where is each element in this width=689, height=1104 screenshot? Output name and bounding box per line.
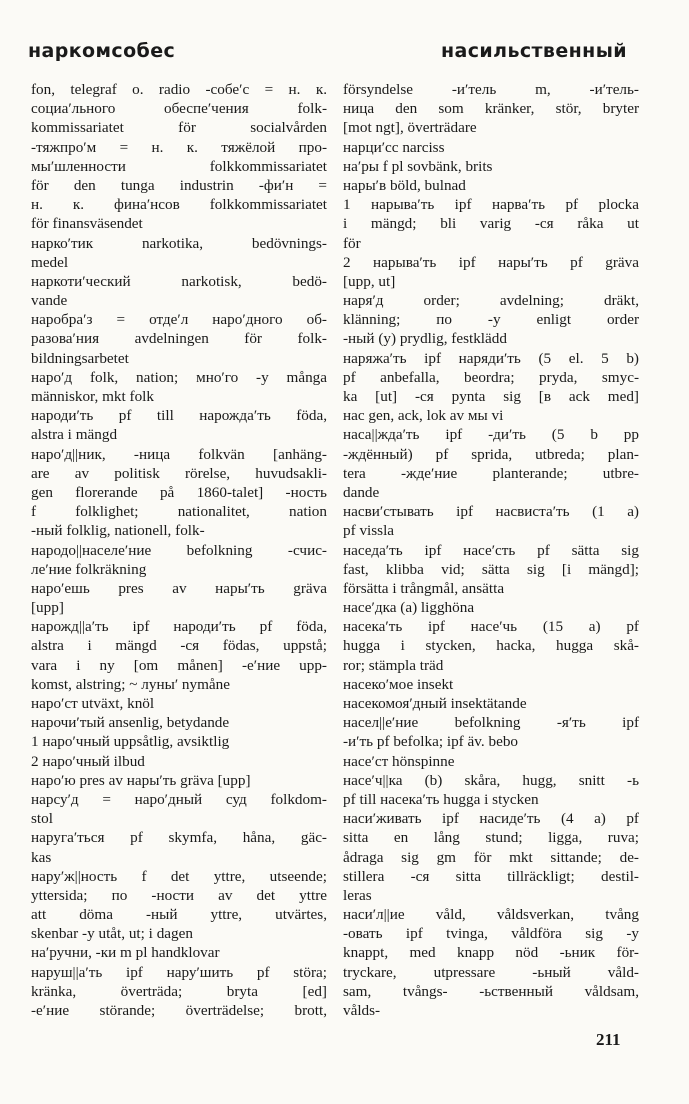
running-head-left: наркомсобес <box>28 40 176 62</box>
dictionary-line: komst, alstring; ~ луны′ nymåne <box>31 675 231 693</box>
dictionary-line: насе′дка (a) ligghöna <box>343 599 475 617</box>
dictionary-line: разова′ния avdelningen för folk- <box>31 330 327 348</box>
dictionary-line: наркоти′ческий narkotisk, bedö- <box>31 272 327 290</box>
dictionary-line: människor, mkt folk <box>31 388 154 405</box>
running-head-right: насильственный <box>441 40 627 62</box>
dictionary-line: vålds- <box>343 1002 381 1019</box>
dictionary-line: наро′ешь pres av нары′ть gräva <box>31 579 327 597</box>
dictionary-line: för <box>343 234 361 252</box>
dictionary-line: ror; stämpla träd <box>343 656 444 674</box>
dictionary-line: наруга′ться pf skymfa, håna, gäc- <box>31 829 327 847</box>
dictionary-line: насеко′мое insekt <box>343 675 454 693</box>
dictionary-line: [mot ngt], överträdare <box>343 119 477 137</box>
dictionary-line: pf till насека′ть hugga i stycken <box>343 790 539 808</box>
dictionary-line: нарко′тик narkotika, bedövnings- <box>31 234 327 252</box>
dictionary-line: наседа′ть ipf насе′сть pf sätta sig <box>343 541 639 559</box>
dictionary-line: alstra i mängd -ся födas, uppstå; <box>31 637 327 655</box>
dictionary-line: нас gen, ack, lok av мы vi <box>343 407 504 425</box>
dictionary-line: bildningsarbetet <box>31 349 129 367</box>
dictionary-line: medel <box>31 253 69 271</box>
dictionary-line: насе′ст hönspinne <box>343 752 455 770</box>
right-column <box>343 80 639 1020</box>
dictionary-line: i mängd; bli varig -ся råka ut <box>343 215 639 233</box>
dictionary-line: нару′ж||ность f det yttre, utseende; <box>31 867 327 885</box>
dictionary-line: -е′ние störande; överträdelse; brott, <box>31 1002 327 1019</box>
dictionary-line: наря′д order; avdelning; dräkt, <box>343 292 639 310</box>
dictionary-line: народо||населе′ние befolkning -счис- <box>31 541 327 559</box>
dictionary-line: ница den som kränker, stör, bryter <box>343 100 639 118</box>
dictionary-line: насекомоя′дный insektätande <box>343 695 527 712</box>
dictionary-line: försätta i trångmål, ansätta <box>343 579 505 597</box>
dictionary-line: skenbar -у utåt, ut; i dagen <box>31 925 193 943</box>
dictionary-line: -ный folklig, nationell, folk- <box>31 522 205 540</box>
dictionary-line: ka [ut] -ся pynta sig [в ack med] <box>343 388 639 405</box>
dictionary-line: försyndelse -и′тель m, -и′тель- <box>343 81 639 98</box>
dictionary-line: kas <box>31 848 52 866</box>
dictionary-line: 1 нарыва′ть ipf нарва′ть pf plocka <box>343 196 639 214</box>
dictionary-line: нарожд||а′ть ipf народи′ть pf föda, <box>31 618 327 636</box>
dictionary-line: нарочи′тый ansenlig, betydande <box>31 714 230 732</box>
dictionary-line: -ждённый) pf sprida, utbreda; plan- <box>343 445 639 463</box>
dictionary-line: насел||е′ние befolkning -я′ть ipf <box>343 714 639 732</box>
dictionary-line: fon, telegraf o. radio -собе′с = н. к. <box>31 81 327 98</box>
dictionary-line: kränka, överträda; bryta [ed] <box>31 982 327 1000</box>
dictionary-line: народи′ть pf till нарожда′ть föda, <box>31 407 327 425</box>
dictionary-line: наро′д folk, nation; мно′го -у många <box>31 368 327 386</box>
dictionary-line: sitta en lång stund; ligga, ruva; <box>343 829 639 847</box>
dictionary-line: [upp, ut] <box>343 272 396 290</box>
dictionary-line: наро′ю pres av нары′ть gräva [upp] <box>31 771 251 789</box>
dictionary-line: наруш||а′ть ipf нару′шить pf störa; <box>31 963 327 981</box>
dictionary-line: -и′ть pf befolka; ipf äv. bebo <box>343 733 519 751</box>
dictionary-line: -овать ipf tvinga, våldföra sig -у <box>343 925 639 943</box>
left-column <box>31 80 327 1020</box>
dictionary-line: pf vissla <box>343 522 395 540</box>
dictionary-line: are av politisk rörelse, huvudsakli- <box>31 464 327 482</box>
dictionary-line: ådraga sig gm för mkt sittande; de- <box>343 848 639 866</box>
dictionary-line: наро′ст utväxt, knöl <box>31 695 155 712</box>
dictionary-line: gen florerande på 1860-talet] -ность <box>31 483 327 501</box>
dictionary-line: насека′ть ipf насе′чь (15 a) pf <box>343 618 639 636</box>
dictionary-line: vara i ny [om månen] -е′ние upp- <box>31 656 327 674</box>
dictionary-line: pf anbefalla, beordra; pryda, smyc- <box>343 368 639 386</box>
dictionary-line: нарсу′д = наро′дный суд folkdom- <box>31 790 327 808</box>
dictionary-line: yttersida; по -ности av det yttre <box>31 886 327 904</box>
dictionary-line: -тяжпро′м = н. к. тяжёлой про- <box>31 138 327 156</box>
dictionary-line: 1 наро′чный uppsåtlig, avsiktlig <box>31 733 230 751</box>
dictionary-line: наси′живать ipf насиде′ть (4 a) pf <box>343 810 639 828</box>
dictionary-line: att döma -ный yttre, utvärtes, <box>31 906 327 924</box>
dictionary-line: наси′л||ие våld, våldsverkan, tvång <box>343 906 639 924</box>
dictionary-line: för finansväsendet <box>31 215 143 233</box>
dictionary-line: социа′льного обеспе′чения folk- <box>31 100 327 118</box>
dictionary-line: наро′д||ник, -ница folkvän [anhäng- <box>31 445 327 463</box>
dictionary-line: нарци′сс narciss <box>343 138 445 156</box>
page-number: 211 <box>596 1030 621 1049</box>
dictionary-line: för den tunga industrin -фи′н = <box>31 176 327 194</box>
dictionary-line: на′ры f pl sovbänk, brits <box>343 157 493 175</box>
dictionary-line: fast, klibba vid; sätta sig [i mängd]; <box>343 560 639 578</box>
dictionary-line: stol <box>31 810 53 828</box>
dictionary-line: наряжа′ть ipf наряди′ть (5 el. 5 b) <box>343 349 639 367</box>
dictionary-line: stillera -ся sitta tillräckligt; destil- <box>343 867 639 885</box>
dictionary-line: sam, tvångs- -ьственный våldsam, <box>343 982 639 1000</box>
dictionary-line: ле′ние folkräkning <box>31 560 147 578</box>
dictionary-line: vande <box>31 292 68 310</box>
dictionary-line: насе′ч||ка (b) skåra, hugg, snitt -ь <box>343 771 639 789</box>
dictionary-line: насви′стывать ipf насвиста′ть (1 a) <box>343 503 639 521</box>
dictionary-line: на′ручни, -ки m pl handklovar <box>31 944 220 962</box>
dictionary-line: knappt, med knapp nöd -ьник för- <box>343 944 639 962</box>
dictionary-line: dande <box>343 483 380 501</box>
dictionary-line: tera -жде′ние planterande; utbre- <box>343 464 639 482</box>
dictionary-line: -ный (у) prydlig, festklädd <box>343 330 507 348</box>
dictionary-line: alstra i mängd <box>31 426 118 444</box>
dictionary-line: 2 нарыва′ть ipf нары′ть pf gräva <box>343 253 639 271</box>
dictionary-line: наса||жда′ть ipf -ди′ть (5 b pp <box>343 426 639 444</box>
dictionary-line: нары′в böld, bulnad <box>343 176 466 194</box>
dictionary-line: tryckare, utpressare -ьный våld- <box>343 963 639 981</box>
dictionary-line: klänning; по -у enligt order <box>343 311 639 329</box>
dictionary-line: kommissariatet för socialvården <box>31 119 327 137</box>
dictionary-line: н. к. фина′нсов folkkommissariatet <box>31 196 327 214</box>
dictionary-line: 2 наро′чный ilbud <box>31 752 145 770</box>
dictionary-line: [upp] <box>31 599 64 617</box>
dictionary-line: f folklighet; nationalitet, nation <box>31 503 327 521</box>
dictionary-line: наробра′з = отде′л наро′дного об- <box>31 311 327 329</box>
dictionary-line: leras <box>343 886 372 904</box>
dictionary-line: мы′шленности folkkommissariatet <box>31 157 327 175</box>
dictionary-line: hugga i stycken, hacka, hugga skå- <box>343 637 639 655</box>
